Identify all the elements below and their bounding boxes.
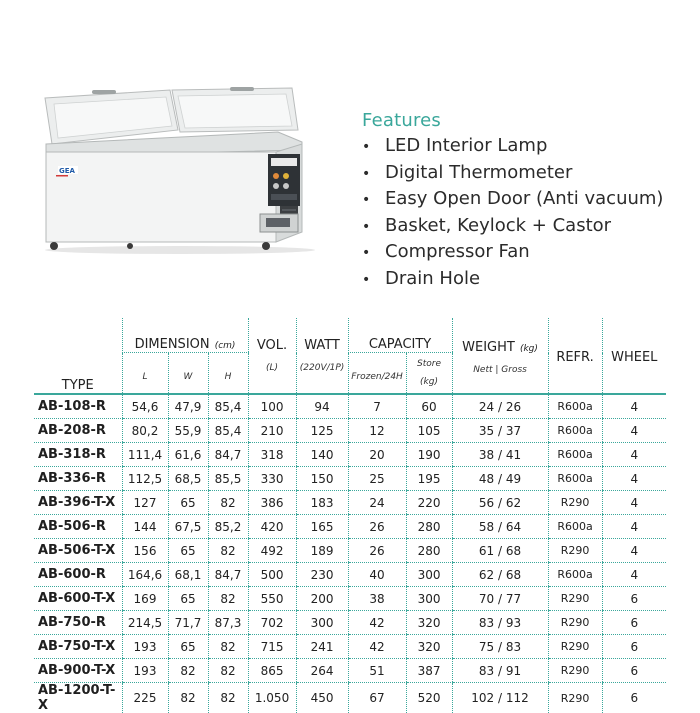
cell-capacity-store: 387 bbox=[406, 659, 452, 683]
cell-vol: 318 bbox=[248, 443, 296, 467]
cell-watt: 241 bbox=[296, 635, 348, 659]
header-vol: VOL. (L) bbox=[248, 318, 296, 394]
cell-refr: R600a bbox=[548, 467, 602, 491]
cell-dim-w: 65 bbox=[168, 491, 208, 515]
cell-vol: 100 bbox=[248, 394, 296, 419]
cell-capacity-frozen: 51 bbox=[348, 659, 406, 683]
cell-capacity-store: 190 bbox=[406, 443, 452, 467]
cell-capacity-store: 320 bbox=[406, 611, 452, 635]
cell-wheel: 4 bbox=[602, 491, 666, 515]
cell-dim-w: 61,6 bbox=[168, 443, 208, 467]
cell-capacity-store: 300 bbox=[406, 563, 452, 587]
cell-refr: R290 bbox=[548, 683, 602, 713]
cell-wheel: 4 bbox=[602, 467, 666, 491]
cell-dim-l: 214,5 bbox=[122, 611, 168, 635]
bullet-icon: • bbox=[362, 267, 385, 294]
cell-dim-l: 193 bbox=[122, 659, 168, 683]
table-row bbox=[34, 659, 666, 683]
cell-type: AB-108-R bbox=[34, 394, 122, 419]
cell-capacity-store: 60 bbox=[406, 394, 452, 419]
header-capacity: CAPACITY bbox=[348, 318, 452, 353]
cell-vol: 210 bbox=[248, 419, 296, 443]
cell-dim-h: 82 bbox=[208, 587, 248, 611]
feature-item: • LED Interior Lamp bbox=[362, 133, 663, 160]
cell-type: AB-1200-T-X bbox=[34, 683, 122, 713]
cell-vol: 715 bbox=[248, 635, 296, 659]
cell-watt: 264 bbox=[296, 659, 348, 683]
cell-wheel: 6 bbox=[602, 587, 666, 611]
header-dim-l: L bbox=[122, 353, 168, 395]
header-capacity-store: Store (kg) bbox=[406, 353, 452, 395]
cell-wheel: 4 bbox=[602, 419, 666, 443]
cell-capacity-store: 280 bbox=[406, 539, 452, 563]
cell-refr: R290 bbox=[548, 659, 602, 683]
cell-weight: 75 / 83 bbox=[452, 635, 548, 659]
cell-type: AB-900-T-X bbox=[34, 659, 122, 683]
cell-capacity-store: 320 bbox=[406, 635, 452, 659]
bullet-icon: • bbox=[362, 134, 385, 161]
feature-item: • Easy Open Door (Anti vacuum) bbox=[362, 186, 663, 213]
cell-weight: 38 / 41 bbox=[452, 443, 548, 467]
feature-item: • Drain Hole bbox=[362, 266, 663, 293]
cell-capacity-frozen: 67 bbox=[348, 683, 406, 713]
cell-dim-l: 169 bbox=[122, 587, 168, 611]
cell-type: AB-506-R bbox=[34, 515, 122, 539]
cell-wheel: 4 bbox=[602, 539, 666, 563]
cell-watt: 183 bbox=[296, 491, 348, 515]
bullet-icon: • bbox=[362, 240, 385, 267]
cell-capacity-frozen: 38 bbox=[348, 587, 406, 611]
cell-weight: 61 / 68 bbox=[452, 539, 548, 563]
cell-type: AB-506-T-X bbox=[34, 539, 122, 563]
cell-refr: R290 bbox=[548, 539, 602, 563]
cell-capacity-frozen: 20 bbox=[348, 443, 406, 467]
cell-dim-w: 67,5 bbox=[168, 515, 208, 539]
feature-item: • Compressor Fan bbox=[362, 239, 663, 266]
features-title: Features bbox=[362, 110, 663, 131]
header-wheel: WHEEL bbox=[602, 318, 666, 394]
cell-dim-h: 84,7 bbox=[208, 563, 248, 587]
cell-refr: R600a bbox=[548, 563, 602, 587]
cell-dim-l: 164,6 bbox=[122, 563, 168, 587]
cell-dim-l: 193 bbox=[122, 635, 168, 659]
cell-weight: 70 / 77 bbox=[452, 587, 548, 611]
feature-item: • Digital Thermometer bbox=[362, 160, 663, 187]
cell-capacity-store: 520 bbox=[406, 683, 452, 713]
cell-refr: R290 bbox=[548, 635, 602, 659]
cell-watt: 189 bbox=[296, 539, 348, 563]
cell-dim-l: 54,6 bbox=[122, 394, 168, 419]
cell-dim-w: 82 bbox=[168, 683, 208, 713]
cell-vol: 702 bbox=[248, 611, 296, 635]
table-row bbox=[34, 467, 666, 491]
cell-capacity-frozen: 42 bbox=[348, 611, 406, 635]
cell-dim-w: 47,9 bbox=[168, 394, 208, 419]
cell-type: AB-750-R bbox=[34, 611, 122, 635]
cell-type: AB-336-R bbox=[34, 467, 122, 491]
table-row bbox=[34, 611, 666, 635]
cell-refr: R600a bbox=[548, 515, 602, 539]
cell-dim-w: 68,5 bbox=[168, 467, 208, 491]
cell-wheel: 6 bbox=[602, 683, 666, 713]
cell-vol: 500 bbox=[248, 563, 296, 587]
cell-dim-l: 112,5 bbox=[122, 467, 168, 491]
header-dimension: DIMENSION (cm) bbox=[122, 318, 248, 353]
cell-capacity-frozen: 7 bbox=[348, 394, 406, 419]
cell-capacity-frozen: 25 bbox=[348, 467, 406, 491]
header-weight: WEIGHT (kg) Nett | Gross bbox=[452, 318, 548, 394]
cell-dim-h: 82 bbox=[208, 635, 248, 659]
cell-dim-h: 82 bbox=[208, 539, 248, 563]
cell-wheel: 6 bbox=[602, 659, 666, 683]
cell-dim-h: 82 bbox=[208, 491, 248, 515]
cell-vol: 492 bbox=[248, 539, 296, 563]
cell-capacity-frozen: 26 bbox=[348, 539, 406, 563]
cell-wheel: 6 bbox=[602, 635, 666, 659]
cell-dim-h: 82 bbox=[208, 659, 248, 683]
cell-watt: 94 bbox=[296, 394, 348, 419]
cell-capacity-store: 195 bbox=[406, 467, 452, 491]
cell-dim-l: 80,2 bbox=[122, 419, 168, 443]
header-refr: REFR. bbox=[548, 318, 602, 394]
cell-watt: 150 bbox=[296, 467, 348, 491]
table-row bbox=[34, 419, 666, 443]
cell-dim-h: 85,5 bbox=[208, 467, 248, 491]
cell-dim-w: 82 bbox=[168, 659, 208, 683]
cell-dim-h: 85,2 bbox=[208, 515, 248, 539]
cell-type: AB-600-R bbox=[34, 563, 122, 587]
cell-type: AB-318-R bbox=[34, 443, 122, 467]
cell-dim-l: 127 bbox=[122, 491, 168, 515]
header-capacity-frozen: Frozen/24H bbox=[348, 353, 406, 395]
cell-watt: 450 bbox=[296, 683, 348, 713]
features-panel bbox=[362, 110, 663, 292]
cell-dim-h: 84,7 bbox=[208, 443, 248, 467]
cell-type: AB-750-T-X bbox=[34, 635, 122, 659]
cell-capacity-frozen: 42 bbox=[348, 635, 406, 659]
cell-dim-h: 87,3 bbox=[208, 611, 248, 635]
cell-refr: R290 bbox=[548, 611, 602, 635]
cell-vol: 865 bbox=[248, 659, 296, 683]
cell-weight: 83 / 91 bbox=[452, 659, 548, 683]
chest-freezer-image bbox=[40, 86, 320, 256]
cell-dim-l: 156 bbox=[122, 539, 168, 563]
spec-table-body bbox=[34, 394, 666, 713]
bullet-icon: • bbox=[362, 161, 385, 188]
cell-dim-h: 82 bbox=[208, 683, 248, 713]
cell-wheel: 4 bbox=[602, 394, 666, 419]
cell-weight: 56 / 62 bbox=[452, 491, 548, 515]
cell-watt: 300 bbox=[296, 611, 348, 635]
cell-vol: 550 bbox=[248, 587, 296, 611]
cell-wheel: 4 bbox=[602, 443, 666, 467]
table-row bbox=[34, 443, 666, 467]
cell-weight: 58 / 64 bbox=[452, 515, 548, 539]
table-row bbox=[34, 635, 666, 659]
cell-weight: 24 / 26 bbox=[452, 394, 548, 419]
cell-vol: 330 bbox=[248, 467, 296, 491]
cell-vol: 386 bbox=[248, 491, 296, 515]
cell-capacity-store: 280 bbox=[406, 515, 452, 539]
features-list bbox=[362, 133, 663, 292]
cell-capacity-frozen: 12 bbox=[348, 419, 406, 443]
cell-capacity-frozen: 24 bbox=[348, 491, 406, 515]
cell-wheel: 6 bbox=[602, 611, 666, 635]
cell-dim-w: 68,1 bbox=[168, 563, 208, 587]
table-row bbox=[34, 394, 666, 419]
cell-watt: 125 bbox=[296, 419, 348, 443]
cell-type: AB-208-R bbox=[34, 419, 122, 443]
cell-dim-h: 85,4 bbox=[208, 394, 248, 419]
cell-vol: 420 bbox=[248, 515, 296, 539]
table-row bbox=[34, 587, 666, 611]
cell-refr: R600a bbox=[548, 419, 602, 443]
cell-refr: R290 bbox=[548, 587, 602, 611]
cell-weight: 62 / 68 bbox=[452, 563, 548, 587]
cell-weight: 102 / 112 bbox=[452, 683, 548, 713]
cell-dim-l: 111,4 bbox=[122, 443, 168, 467]
cell-weight: 35 / 37 bbox=[452, 419, 548, 443]
cell-type: AB-600-T-X bbox=[34, 587, 122, 611]
cell-vol: 1.050 bbox=[248, 683, 296, 713]
svg-text:GEA: GEA bbox=[59, 167, 76, 175]
cell-wheel: 4 bbox=[602, 563, 666, 587]
spec-table bbox=[34, 318, 666, 713]
table-row bbox=[34, 491, 666, 515]
cell-capacity-store: 300 bbox=[406, 587, 452, 611]
cell-watt: 165 bbox=[296, 515, 348, 539]
table-row bbox=[34, 539, 666, 563]
header-dim-h: H bbox=[208, 353, 248, 395]
cell-capacity-frozen: 40 bbox=[348, 563, 406, 587]
cell-dim-l: 144 bbox=[122, 515, 168, 539]
bullet-icon: • bbox=[362, 187, 385, 214]
bullet-icon: • bbox=[362, 214, 385, 241]
cell-weight: 83 / 93 bbox=[452, 611, 548, 635]
cell-dim-w: 65 bbox=[168, 539, 208, 563]
cell-watt: 230 bbox=[296, 563, 348, 587]
cell-dim-w: 65 bbox=[168, 587, 208, 611]
cell-dim-w: 65 bbox=[168, 635, 208, 659]
table-row bbox=[34, 563, 666, 587]
header-dim-w: W bbox=[168, 353, 208, 395]
cell-watt: 200 bbox=[296, 587, 348, 611]
table-row bbox=[34, 515, 666, 539]
cell-wheel: 4 bbox=[602, 515, 666, 539]
header-type: TYPE bbox=[34, 318, 122, 394]
cell-dim-l: 225 bbox=[122, 683, 168, 713]
cell-watt: 140 bbox=[296, 443, 348, 467]
cell-refr: R290 bbox=[548, 491, 602, 515]
cell-capacity-store: 220 bbox=[406, 491, 452, 515]
cell-capacity-frozen: 26 bbox=[348, 515, 406, 539]
cell-capacity-store: 105 bbox=[406, 419, 452, 443]
cell-type: AB-396-T-X bbox=[34, 491, 122, 515]
table-row bbox=[34, 683, 666, 713]
header-watt: WATT (220V/1P) bbox=[296, 318, 348, 394]
feature-item: • Basket, Keylock + Castor bbox=[362, 213, 663, 240]
cell-dim-w: 71,7 bbox=[168, 611, 208, 635]
cell-dim-h: 85,4 bbox=[208, 419, 248, 443]
cell-refr: R600a bbox=[548, 443, 602, 467]
cell-dim-w: 55,9 bbox=[168, 419, 208, 443]
cell-weight: 48 / 49 bbox=[452, 467, 548, 491]
cell-refr: R600a bbox=[548, 394, 602, 419]
